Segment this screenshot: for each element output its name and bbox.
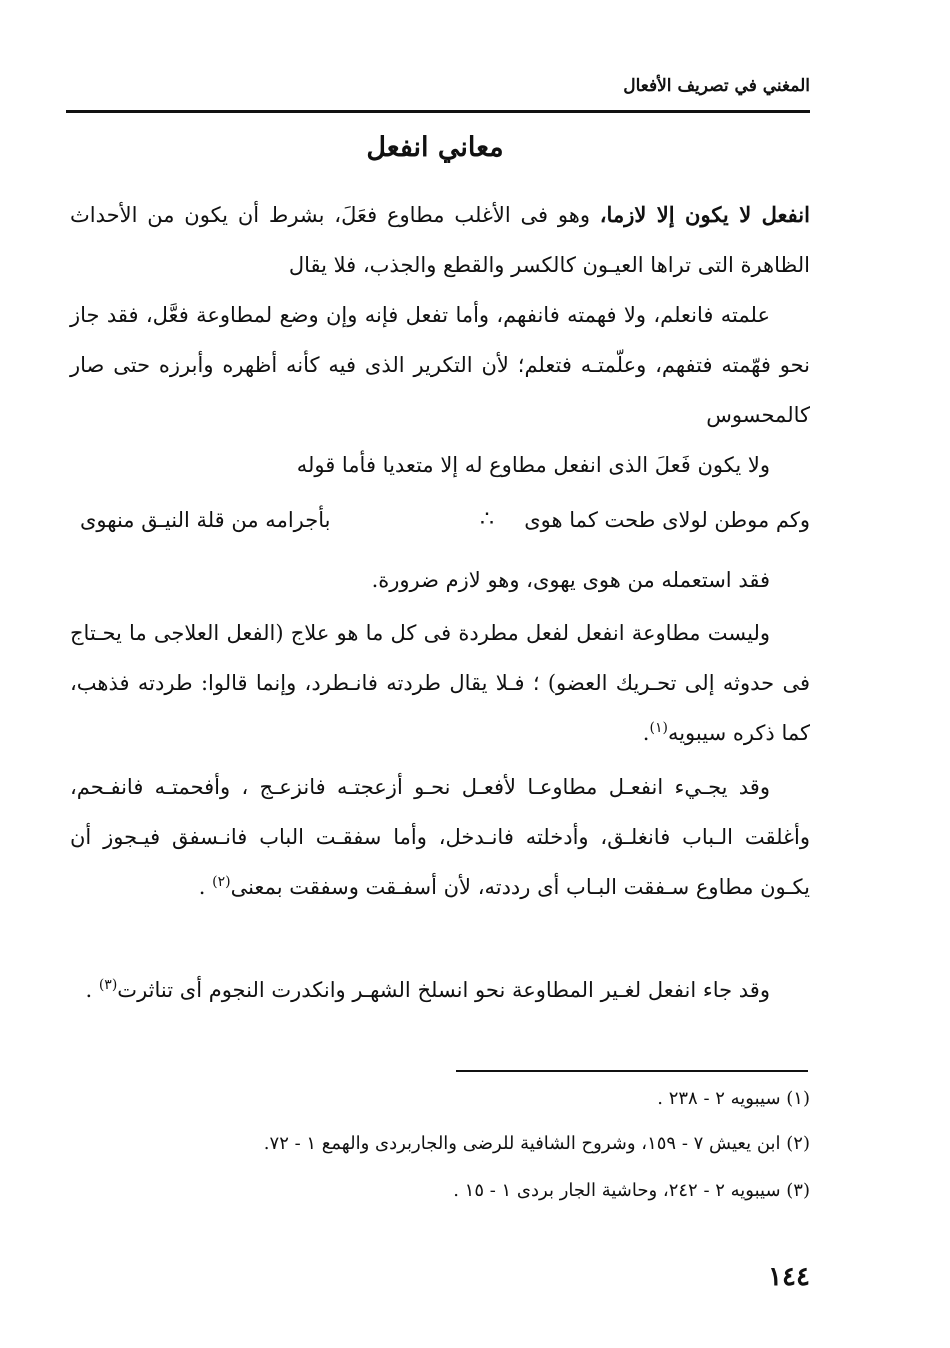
- paragraph-5-text: وليست مطاوعة انفعل لفعل مطردة فى كل ما هو علاج (الفعل العلاجى ما يحـتاج فى حدوثه إلى تحـريك العضو) ؛ فـلا يقال طردته فانـطرد، وإنما قالوا: طردته فذهب، كما ذكره سيبويه: [70, 621, 810, 745]
- paragraph-6: [70, 762, 810, 912]
- header-rule: [66, 110, 810, 113]
- paragraph-7-text: وقد جاء انفعل لغـير المطاوعة نحو انسلخ الشهـر وانكدرت النجوم أى تناثرت: [117, 978, 770, 1002]
- paragraph-6-end: .: [198, 875, 213, 899]
- paragraph-3: ولا يكون فَعلَ الذى انفعل مطاوع له إلا متعديا فأما قوله: [296, 453, 770, 477]
- poetry-verse: [80, 495, 810, 545]
- paragraph-2: علمته فانعلم، ولا فهمته فانفهم، وأما تفعل فإنه وإن وضع لمطاوعة فعَّل، فقد جاز نحو فهّمته فتفهم، وعلّمتـه فتعلم؛ لأن التكرير الذى فيه كأنه أظهره وأبرزه حتى صار كالمحسوس: [70, 303, 810, 427]
- paragraph-1-lead: انفعل لا يكون إلا لازما،: [599, 202, 810, 227]
- page-number: ١٤٤: [768, 1262, 810, 1292]
- running-head: المغني في تصريف الأفعال: [623, 76, 810, 96]
- paragraph-7-end: .: [85, 978, 99, 1002]
- verse-separator: ∴: [480, 507, 494, 532]
- paragraph-5-end: .: [642, 721, 650, 745]
- footnote-1: (١) سيبويه ٢ - ٢٣٨ .: [657, 1088, 810, 1109]
- footnote-2: (٢) ابن يعيش ٧ - ١٥٩، وشروح الشافية للرضى والجاربردى والهمع ١ - ٧٢.: [263, 1133, 810, 1154]
- footnote-3: (٣) سيبويه ٢ - ٢٤٢، وحاشية الجار بردى ١ - ١٥ .: [453, 1180, 810, 1201]
- paragraph-1: [70, 190, 810, 290]
- footnote-ref-3[interactable]: (٣): [98, 977, 118, 993]
- paragraph-5: [70, 608, 810, 758]
- footnote-ref-2[interactable]: (٢): [212, 874, 231, 890]
- verse-first-hemistich: وكم موطن لولاى طحت كما هوى: [524, 508, 810, 532]
- section-title: معاني انفعل: [366, 132, 504, 163]
- paragraph-6-text: وقد يجـيء انفعـل مطاوعـا لأفعـل نحـو أزعجتـه فانزعـج ، وأفحمتـه فانفـحم، وأغلقت الـباب فانغلـق، وأدخلته فانـدخل، وأما سفقـت الباب فانـسفق فيـجوز أن يكـون مطاوع سـفقت البـاب أى رددته، لأن أسفـقت وسفقت بمعنى: [70, 775, 810, 899]
- paragraph-4: فقد استعمله من هوى يهوى، وهو لازم ضرورة.: [371, 568, 770, 592]
- paragraph-1-text: وهو فى الأغلب مطاوع فعَلَ، بشرط أن يكون من الأحداث الظاهرة التى تراها العيـون كالكسر والقطع والجذب، فلا يقال: [70, 203, 810, 277]
- footnote-rule: [456, 1070, 808, 1072]
- paragraph-7: [70, 965, 810, 1015]
- verse-second-hemistich: بأجرامه من قلة النيـق منهوى: [80, 508, 331, 532]
- footnote-ref-1[interactable]: (١): [649, 720, 668, 736]
